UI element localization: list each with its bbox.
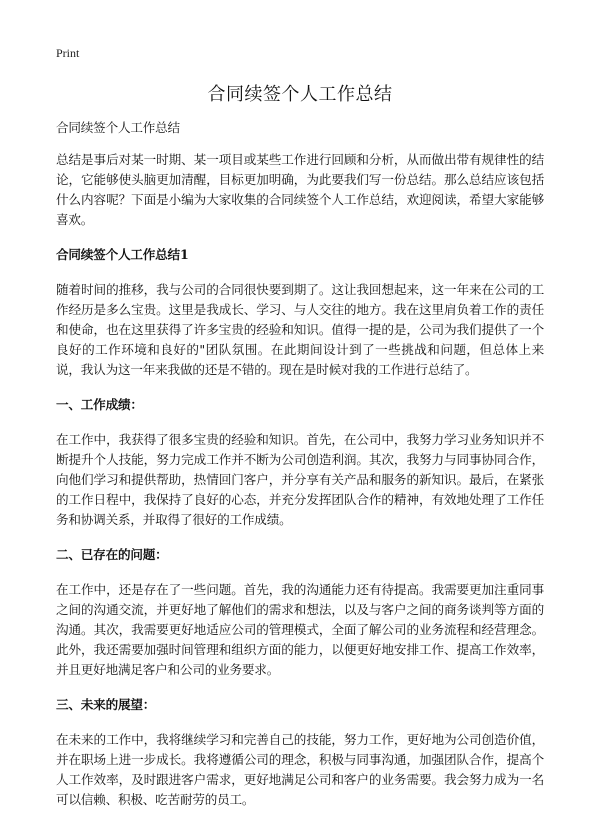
page-title: 合同续签个人工作总结 <box>207 84 393 105</box>
intro-paragraph: 总结是事后对某一时期、某一项目或某些工作进行回顾和分析，从而做出带有规律性的结论，它能够使头脑更加清醒，目标更加明确，为此要我们写一份总结。那么总结应该包括什么内容呢？下面是小编为大家收集的合同续签个人工作总结，欢迎阅读，希望大家能够喜欢。 <box>56 152 544 227</box>
outlook-heading: 三、未来的展望： <box>56 697 156 712</box>
achievements-paragraph: 在工作中，我获得了很多宝贵的经验和知识。首先，在公司中，我努力学习业务知识并不断提升个人技能，努力完成工作并不断为公司创造利润。其次，我努力与同事协同合作，向他们学习和提供帮助，热情回门客户，并分享有关产品和服务的新知识。最后，在紧张的工作日程中，我保持了良好的心态，并充分发挥团队合作的精神，有效地处理了工作任务和协调关系，并取得了很好的工作成绩。 <box>56 432 544 527</box>
section-intro-paragraph: 随着时间的推移，我与公司的合同很快要到期了。这让我回想起来，这一年来在公司的工作经历是多么宝贵。这里是我成长、学习、与人交往的地方。我在这里肩负着工作的责任和使命，也在这里获得了许多宝贵的经验和知识。值得一提的是，公司为我们提供了一个良好的工作环境和良好的"团队氛围。在此期间设计到了一些挑战和问题，但总体上来说，我认为这一年来我做的还是不错的。现在是时候对我的工作进行总结了。 <box>56 282 544 377</box>
section-title: 合同续签个人工作总结1 <box>56 247 189 262</box>
outlook-paragraph: 在未来的工作中，我将继续学习和完善自己的技能，努力工作，更好地为公司创造价值，并在职场上进一步成长。我将遵循公司的理念，积极与同事沟通，加强团队合作，提高个人工作效率，及时跟进客户需求，更好地满足公司和客户的业务需要。我会努力成为一名可以信赖、积极、吃苦耐劳的员工。 <box>56 732 544 807</box>
document-body <box>56 118 544 825</box>
achievements-heading: 一、工作成绩： <box>56 397 143 412</box>
print-link[interactable]: Print <box>56 46 80 60</box>
document-subtitle: 合同续签个人工作总结 <box>56 120 180 135</box>
problems-heading: 二、已存在的问题： <box>56 547 168 562</box>
problems-paragraph: 在工作中，还是存在了一些问题。首先，我的沟通能力还有待提高。我需要更加注重同事之间的沟通交流，并更好地了解他们的需求和想法，以及与客户之间的商务谈判等方面的沟通。其次，我需要更好地适应公司的管理模式，全面了解公司的业务流程和经营理念。此外，我还需要加强时间管理和组织方面的能力，以便更好地安排工作、提高工作效率，并且更好地满足客户和公司的业务要求。 <box>56 582 544 677</box>
